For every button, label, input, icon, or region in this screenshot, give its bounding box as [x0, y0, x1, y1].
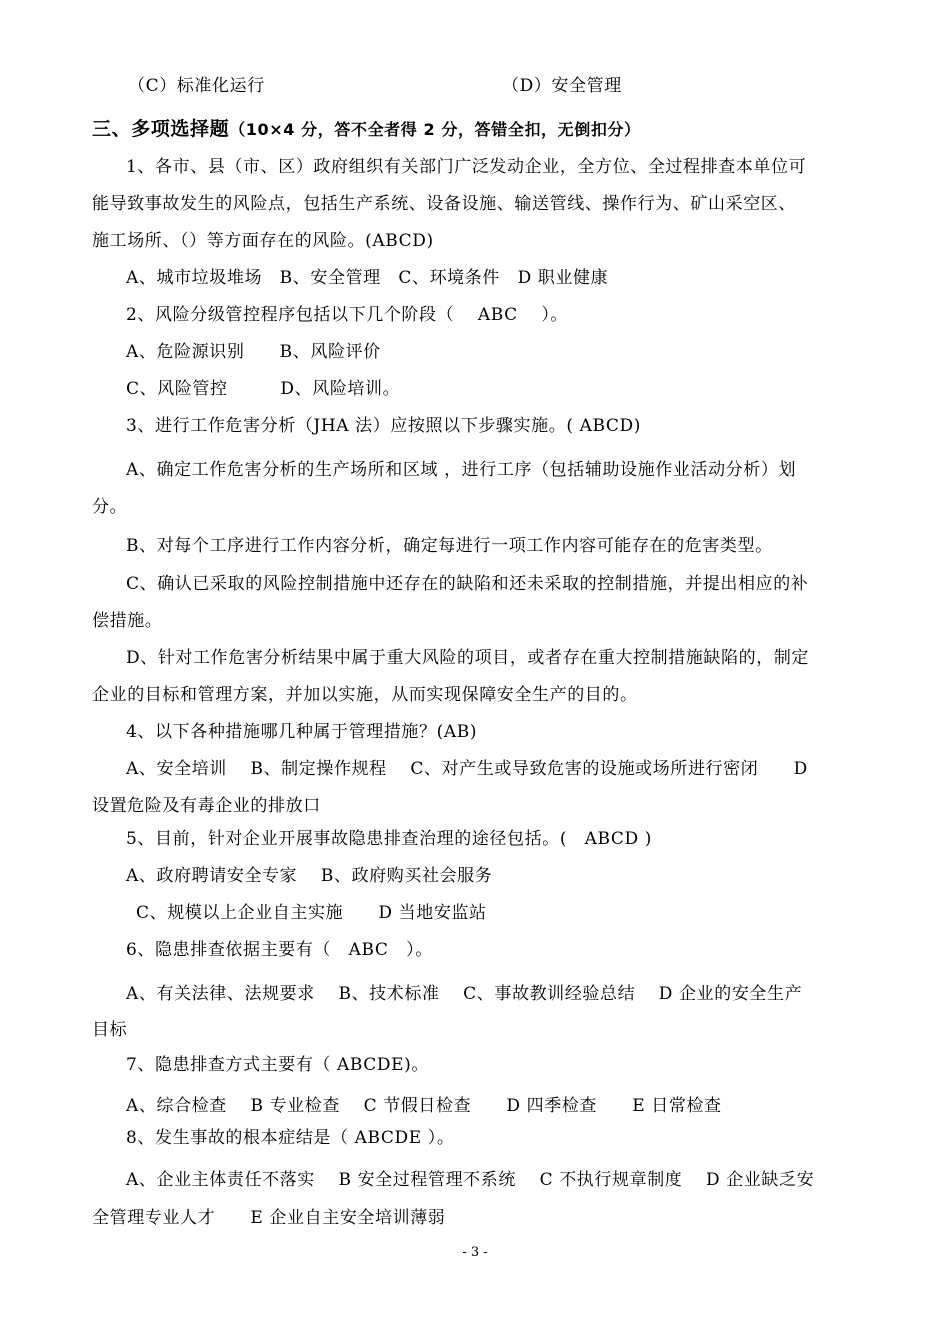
option-d: （D）安全管理 [502, 76, 622, 96]
page-number: - 3 - [462, 1245, 488, 1260]
q8-options-2: 全管理专业人才 E 企业自主安全培训薄弱 [92, 1208, 446, 1228]
q2-options-1: A、危险源识别 B、风险评价 [126, 342, 381, 362]
q5-options-1: A、政府聘请安全专家 B、政府购买社会服务 [126, 866, 493, 886]
q4-options-2: 设置危险及有毒企业的排放口 [92, 796, 321, 816]
q5-options-2: C、规模以上企业自主实施 D 当地安监站 [136, 903, 487, 923]
q1-line-3: 施工场所、（）等方面存在的风险。(ABCD) [92, 231, 434, 251]
q3-option-d-2: 企业的目标和管理方案，并加以实施，从而实现保障安全生产的目的。 [92, 685, 638, 705]
q6-options-1: A、有关法律、法规要求 B、技术标准 C、事故教训经验总结 D 企业的安全生产 [126, 984, 803, 1004]
q6-options-2: 目标 [92, 1020, 128, 1040]
q3-stem: 3、进行工作危害分析（JHA 法）应按照以下步骤实施。( ABCD) [126, 416, 641, 436]
q3-option-b: B、对每个工序进行工作内容分析，确定每进行一项工作内容可能存在的危害类型。 [126, 536, 773, 556]
q3-option-a-1: A、确定工作危害分析的生产场所和区域 ，进行工序（包括辅助设施作业活动分析）划 [126, 460, 797, 480]
q5-stem: 5、目前，针对企业开展事故隐患排查治理的途径包括。( ABCD ) [126, 829, 653, 849]
q3-option-c-2: 偿措施。 [92, 611, 163, 631]
q3-option-d-1: D、针对工作危害分析结果中属于重大风险的项目，或者存在重大控制措施缺陷的，制定 [126, 648, 810, 668]
q8-options-1: A、企业主体责任不落实 B 安全过程管理不系统 C 不执行规章制度 D 企业缺乏安 [126, 1170, 815, 1190]
q2-stem: 2、风险分级管控程序包括以下几个阶段（ ABC ）。 [126, 305, 569, 325]
q1-line-2: 能导致事故发生的风险点，包括生产系统、设备设施、输送管线、操作行为、矿山采空区、 [92, 194, 796, 214]
section-heading [92, 117, 862, 142]
q4-options-1: A、安全培训 B、制定操作规程 C、对产生或导致危害的设施或场所进行密闭 D [126, 759, 808, 779]
option-c: （C）标准化运行 [128, 76, 265, 96]
q6-stem: 6、隐患排查依据主要有（ ABC ）。 [126, 940, 433, 960]
q7-options: A、综合检查 B 专业检查 C 节假日检查 D 四季检查 E 日常检查 [126, 1096, 722, 1116]
q8-stem: 8、发生事故的根本症结是（ ABCDE ）。 [126, 1128, 455, 1148]
section-scoring-note: （10×4 分，答不全者得 2 分，答错全扣，无倒扣分） [229, 120, 641, 139]
q1-line-1: 1、各市、县（市、区）政府组织有关部门广泛发动企业，全方位、全过程排查本单位可 [126, 157, 807, 177]
section-title: 三、多项选择题 [92, 118, 230, 140]
q3-option-c-1: C、确认已采取的风险控制措施中还存在的缺陷和还未采取的控制措施，并提出相应的补 [126, 574, 809, 594]
q7-stem: 7、隐患排查方式主要有（ ABCDE)。 [126, 1055, 429, 1075]
q2-options-2: C、风险管控 D、风险培训。 [126, 379, 401, 399]
q4-stem: 4、以下各种措施哪几种属于管理措施？(AB) [126, 722, 478, 742]
q3-option-a-2: 分。 [92, 497, 128, 517]
q1-options: A、城市垃圾堆场 B、安全管理 C、环境条件 D 职业健康 [126, 268, 609, 288]
